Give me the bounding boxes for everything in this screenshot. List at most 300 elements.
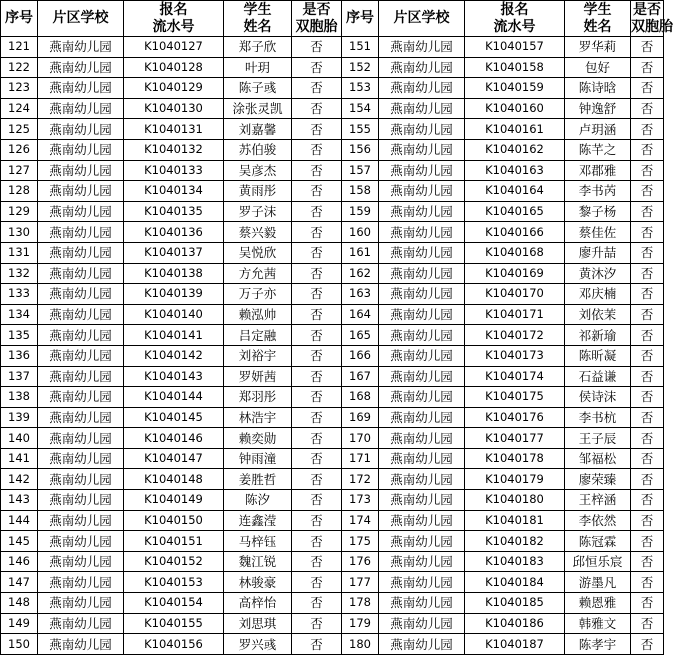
serial-cell: 160 bbox=[342, 222, 379, 243]
student-name-cell: 黄沐汐 bbox=[565, 263, 631, 284]
twin-cell: 否 bbox=[292, 78, 342, 99]
twin-cell: 否 bbox=[292, 160, 342, 181]
table-row bbox=[1, 304, 664, 325]
serial-cell: 149 bbox=[1, 613, 38, 634]
student-name-cell: 吴彦杰 bbox=[224, 160, 292, 181]
serial-cell: 163 bbox=[342, 284, 379, 305]
reg-no-cell: K1040161 bbox=[465, 119, 565, 140]
header-reg-no: 报名 流水号 bbox=[124, 1, 224, 37]
twin-cell: 否 bbox=[292, 490, 342, 511]
student-name-cell: 王梓涵 bbox=[565, 490, 631, 511]
table-row bbox=[1, 407, 664, 428]
school-cell: 燕南幼儿园 bbox=[379, 366, 465, 387]
school-cell: 燕南幼儿园 bbox=[379, 531, 465, 552]
serial-cell: 169 bbox=[342, 407, 379, 428]
student-name-cell: 黄雨彤 bbox=[224, 181, 292, 202]
twin-cell: 否 bbox=[631, 201, 664, 222]
reg-no-cell: K1040127 bbox=[124, 37, 224, 58]
serial-cell: 180 bbox=[342, 634, 379, 655]
reg-no-cell: K1040166 bbox=[465, 222, 565, 243]
table-row bbox=[1, 284, 664, 305]
student-name-cell: 连鑫滢 bbox=[224, 510, 292, 531]
twin-cell: 否 bbox=[292, 139, 342, 160]
twin-cell: 否 bbox=[631, 593, 664, 614]
serial-cell: 131 bbox=[1, 242, 38, 263]
reg-no-cell: K1040179 bbox=[465, 469, 565, 490]
twin-cell: 否 bbox=[292, 551, 342, 572]
student-name-cell: 叶玥 bbox=[224, 57, 292, 78]
reg-no-cell: K1040150 bbox=[124, 510, 224, 531]
table-row bbox=[1, 37, 664, 58]
table-row bbox=[1, 98, 664, 119]
school-cell: 燕南幼儿园 bbox=[38, 201, 124, 222]
school-cell: 燕南幼儿园 bbox=[379, 201, 465, 222]
student-name-cell: 方允茜 bbox=[224, 263, 292, 284]
reg-no-cell: K1040132 bbox=[124, 139, 224, 160]
serial-cell: 170 bbox=[342, 428, 379, 449]
serial-cell: 157 bbox=[342, 160, 379, 181]
serial-cell: 129 bbox=[1, 201, 38, 222]
school-cell: 燕南幼儿园 bbox=[379, 181, 465, 202]
twin-cell: 否 bbox=[292, 304, 342, 325]
twin-cell: 否 bbox=[631, 490, 664, 511]
serial-cell: 158 bbox=[342, 181, 379, 202]
twin-cell: 否 bbox=[631, 469, 664, 490]
reg-no-cell: K1040152 bbox=[124, 551, 224, 572]
table-body bbox=[1, 37, 664, 655]
twin-cell: 否 bbox=[292, 345, 342, 366]
table-row bbox=[1, 181, 664, 202]
table-row bbox=[1, 510, 664, 531]
serial-cell: 148 bbox=[1, 593, 38, 614]
school-cell: 燕南幼儿园 bbox=[379, 263, 465, 284]
serial-cell: 135 bbox=[1, 325, 38, 346]
header-student-name: 学生 姓名 bbox=[565, 1, 631, 37]
serial-cell: 142 bbox=[1, 469, 38, 490]
table-row bbox=[1, 490, 664, 511]
reg-no-cell: K1040153 bbox=[124, 572, 224, 593]
school-cell: 燕南幼儿园 bbox=[38, 181, 124, 202]
table-row bbox=[1, 325, 664, 346]
serial-cell: 144 bbox=[1, 510, 38, 531]
reg-no-cell: K1040180 bbox=[465, 490, 565, 511]
twin-cell: 否 bbox=[292, 634, 342, 655]
school-cell: 燕南幼儿园 bbox=[38, 263, 124, 284]
student-name-cell: 吕定融 bbox=[224, 325, 292, 346]
student-name-cell: 廖荣臻 bbox=[565, 469, 631, 490]
student-name-cell: 石益谦 bbox=[565, 366, 631, 387]
twin-cell: 否 bbox=[292, 37, 342, 58]
reg-no-cell: K1040147 bbox=[124, 448, 224, 469]
student-name-cell: 李书芮 bbox=[565, 181, 631, 202]
student-name-cell: 王子辰 bbox=[565, 428, 631, 449]
table-row bbox=[1, 387, 664, 408]
student-name-cell: 卢玥涵 bbox=[565, 119, 631, 140]
table-row bbox=[1, 263, 664, 284]
serial-cell: 155 bbox=[342, 119, 379, 140]
serial-cell: 175 bbox=[342, 531, 379, 552]
twin-cell: 否 bbox=[292, 572, 342, 593]
twin-cell: 否 bbox=[631, 366, 664, 387]
twin-cell: 否 bbox=[631, 242, 664, 263]
reg-no-cell: K1040128 bbox=[124, 57, 224, 78]
school-cell: 燕南幼儿园 bbox=[38, 242, 124, 263]
twin-cell: 否 bbox=[292, 242, 342, 263]
student-name-cell: 罗妍茜 bbox=[224, 366, 292, 387]
student-name-cell: 赖泓帅 bbox=[224, 304, 292, 325]
reg-no-cell: K1040156 bbox=[124, 634, 224, 655]
twin-cell: 否 bbox=[631, 387, 664, 408]
table-row bbox=[1, 119, 664, 140]
student-name-cell: 蔡佳佐 bbox=[565, 222, 631, 243]
twin-cell: 否 bbox=[292, 428, 342, 449]
twin-cell: 否 bbox=[631, 448, 664, 469]
serial-cell: 179 bbox=[342, 613, 379, 634]
reg-no-cell: K1040145 bbox=[124, 407, 224, 428]
student-name-cell: 刘依茉 bbox=[565, 304, 631, 325]
twin-cell: 否 bbox=[631, 139, 664, 160]
school-cell: 燕南幼儿园 bbox=[379, 242, 465, 263]
twin-cell: 否 bbox=[292, 448, 342, 469]
student-name-cell: 赖奕勋 bbox=[224, 428, 292, 449]
serial-cell: 136 bbox=[1, 345, 38, 366]
twin-cell: 否 bbox=[631, 613, 664, 634]
serial-cell: 171 bbox=[342, 448, 379, 469]
reg-no-cell: K1040144 bbox=[124, 387, 224, 408]
school-cell: 燕南幼儿园 bbox=[379, 304, 465, 325]
serial-cell: 126 bbox=[1, 139, 38, 160]
table-row bbox=[1, 57, 664, 78]
reg-no-cell: K1040135 bbox=[124, 201, 224, 222]
twin-cell: 否 bbox=[292, 98, 342, 119]
serial-cell: 165 bbox=[342, 325, 379, 346]
school-cell: 燕南幼儿园 bbox=[38, 428, 124, 449]
twin-cell: 否 bbox=[631, 428, 664, 449]
reg-no-cell: K1040129 bbox=[124, 78, 224, 99]
table-row bbox=[1, 242, 664, 263]
school-cell: 燕南幼儿园 bbox=[38, 387, 124, 408]
twin-cell: 否 bbox=[292, 263, 342, 284]
table-row bbox=[1, 613, 664, 634]
student-name-cell: 万子亦 bbox=[224, 284, 292, 305]
serial-cell: 176 bbox=[342, 551, 379, 572]
student-name-cell: 马梓钰 bbox=[224, 531, 292, 552]
table-row bbox=[1, 201, 664, 222]
serial-cell: 140 bbox=[1, 428, 38, 449]
school-cell: 燕南幼儿园 bbox=[38, 366, 124, 387]
reg-no-cell: K1040172 bbox=[465, 325, 565, 346]
student-name-cell: 陈昕凝 bbox=[565, 345, 631, 366]
serial-cell: 121 bbox=[1, 37, 38, 58]
reg-no-cell: K1040159 bbox=[465, 78, 565, 99]
student-name-cell: 李依然 bbox=[565, 510, 631, 531]
serial-cell: 166 bbox=[342, 345, 379, 366]
school-cell: 燕南幼儿园 bbox=[379, 387, 465, 408]
school-cell: 燕南幼儿园 bbox=[379, 407, 465, 428]
reg-no-cell: K1040146 bbox=[124, 428, 224, 449]
header-student-name: 学生 姓名 bbox=[224, 1, 292, 37]
student-name-cell: 钟雨潼 bbox=[224, 448, 292, 469]
reg-no-cell: K1040168 bbox=[465, 242, 565, 263]
school-cell: 燕南幼儿园 bbox=[38, 139, 124, 160]
student-name-cell: 邓郡雅 bbox=[565, 160, 631, 181]
serial-cell: 177 bbox=[342, 572, 379, 593]
school-cell: 燕南幼儿园 bbox=[379, 139, 465, 160]
reg-no-cell: K1040173 bbox=[465, 345, 565, 366]
twin-cell: 否 bbox=[292, 407, 342, 428]
twin-cell: 否 bbox=[292, 366, 342, 387]
table-row bbox=[1, 551, 664, 572]
reg-no-cell: K1040137 bbox=[124, 242, 224, 263]
school-cell: 燕南幼儿园 bbox=[379, 428, 465, 449]
twin-cell: 否 bbox=[631, 325, 664, 346]
student-name-cell: 赖恩雅 bbox=[565, 593, 631, 614]
school-cell: 燕南幼儿园 bbox=[38, 407, 124, 428]
serial-cell: 150 bbox=[1, 634, 38, 655]
student-name-cell: 蔡兴毅 bbox=[224, 222, 292, 243]
student-name-cell: 郑羽彤 bbox=[224, 387, 292, 408]
reg-no-cell: K1040160 bbox=[465, 98, 565, 119]
school-cell: 燕南幼儿园 bbox=[38, 284, 124, 305]
school-cell: 燕南幼儿园 bbox=[38, 119, 124, 140]
serial-cell: 130 bbox=[1, 222, 38, 243]
school-cell: 燕南幼儿园 bbox=[379, 510, 465, 531]
serial-cell: 161 bbox=[342, 242, 379, 263]
serial-cell: 145 bbox=[1, 531, 38, 552]
school-cell: 燕南幼儿园 bbox=[379, 325, 465, 346]
reg-no-cell: K1040134 bbox=[124, 181, 224, 202]
serial-cell: 174 bbox=[342, 510, 379, 531]
student-name-cell: 林浩宇 bbox=[224, 407, 292, 428]
school-cell: 燕南幼儿园 bbox=[38, 572, 124, 593]
school-cell: 燕南幼儿园 bbox=[38, 304, 124, 325]
twin-cell: 否 bbox=[631, 160, 664, 181]
reg-no-cell: K1040139 bbox=[124, 284, 224, 305]
school-cell: 燕南幼儿园 bbox=[379, 613, 465, 634]
reg-no-cell: K1040182 bbox=[465, 531, 565, 552]
student-name-cell: 陈芊之 bbox=[565, 139, 631, 160]
reg-no-cell: K1040154 bbox=[124, 593, 224, 614]
serial-cell: 123 bbox=[1, 78, 38, 99]
reg-no-cell: K1040187 bbox=[465, 634, 565, 655]
serial-cell: 151 bbox=[342, 37, 379, 58]
reg-no-cell: K1040186 bbox=[465, 613, 565, 634]
school-cell: 燕南幼儿园 bbox=[38, 613, 124, 634]
reg-no-cell: K1040155 bbox=[124, 613, 224, 634]
twin-cell: 否 bbox=[631, 119, 664, 140]
student-name-cell: 姜胜哲 bbox=[224, 469, 292, 490]
reg-no-cell: K1040130 bbox=[124, 98, 224, 119]
reg-no-cell: K1040165 bbox=[465, 201, 565, 222]
student-name-cell: 韩雅文 bbox=[565, 613, 631, 634]
school-cell: 燕南幼儿园 bbox=[379, 284, 465, 305]
student-name-cell: 郑子欣 bbox=[224, 37, 292, 58]
student-name-cell: 侯诗沫 bbox=[565, 387, 631, 408]
reg-no-cell: K1040162 bbox=[465, 139, 565, 160]
student-name-cell: 刘嘉馨 bbox=[224, 119, 292, 140]
school-cell: 燕南幼儿园 bbox=[38, 222, 124, 243]
student-name-cell: 涂张灵凯 bbox=[224, 98, 292, 119]
table-row bbox=[1, 469, 664, 490]
serial-cell: 134 bbox=[1, 304, 38, 325]
reg-no-cell: K1040148 bbox=[124, 469, 224, 490]
serial-cell: 153 bbox=[342, 78, 379, 99]
student-name-cell: 陈诗晗 bbox=[565, 78, 631, 99]
student-name-cell: 魏江锐 bbox=[224, 551, 292, 572]
student-name-cell: 邱恒乐宸 bbox=[565, 551, 631, 572]
serial-cell: 168 bbox=[342, 387, 379, 408]
school-cell: 燕南幼儿园 bbox=[38, 37, 124, 58]
student-name-cell: 邓庆楠 bbox=[565, 284, 631, 305]
table-row bbox=[1, 160, 664, 181]
reg-no-cell: K1040177 bbox=[465, 428, 565, 449]
school-cell: 燕南幼儿园 bbox=[379, 551, 465, 572]
reg-no-cell: K1040133 bbox=[124, 160, 224, 181]
school-cell: 燕南幼儿园 bbox=[38, 469, 124, 490]
twin-cell: 否 bbox=[292, 119, 342, 140]
reg-no-cell: K1040140 bbox=[124, 304, 224, 325]
twin-cell: 否 bbox=[292, 57, 342, 78]
school-cell: 燕南幼儿园 bbox=[38, 510, 124, 531]
twin-cell: 否 bbox=[292, 531, 342, 552]
serial-cell: 137 bbox=[1, 366, 38, 387]
twin-cell: 否 bbox=[292, 325, 342, 346]
twin-cell: 否 bbox=[631, 263, 664, 284]
student-name-cell: 陈子彧 bbox=[224, 78, 292, 99]
school-cell: 燕南幼儿园 bbox=[379, 119, 465, 140]
twin-cell: 否 bbox=[631, 634, 664, 655]
student-name-cell: 包好 bbox=[565, 57, 631, 78]
student-name-cell: 罗子沫 bbox=[224, 201, 292, 222]
student-name-cell: 刘思琪 bbox=[224, 613, 292, 634]
table-row bbox=[1, 222, 664, 243]
serial-cell: 141 bbox=[1, 448, 38, 469]
school-cell: 燕南幼儿园 bbox=[379, 593, 465, 614]
school-cell: 燕南幼儿园 bbox=[379, 448, 465, 469]
school-cell: 燕南幼儿园 bbox=[38, 325, 124, 346]
twin-cell: 否 bbox=[631, 57, 664, 78]
school-cell: 燕南幼儿园 bbox=[38, 57, 124, 78]
serial-cell: 167 bbox=[342, 366, 379, 387]
serial-cell: 154 bbox=[342, 98, 379, 119]
twin-cell: 否 bbox=[292, 593, 342, 614]
serial-cell: 146 bbox=[1, 551, 38, 572]
serial-cell: 128 bbox=[1, 181, 38, 202]
student-name-cell: 苏伯骏 bbox=[224, 139, 292, 160]
table-row bbox=[1, 139, 664, 160]
school-cell: 燕南幼儿园 bbox=[379, 490, 465, 511]
school-cell: 燕南幼儿园 bbox=[38, 531, 124, 552]
twin-cell: 否 bbox=[631, 222, 664, 243]
reg-no-cell: K1040185 bbox=[465, 593, 565, 614]
student-name-cell: 陈冠霖 bbox=[565, 531, 631, 552]
header-twin: 是否 双胞胎 bbox=[292, 1, 342, 37]
table-row bbox=[1, 593, 664, 614]
twin-cell: 否 bbox=[292, 469, 342, 490]
table-row bbox=[1, 448, 664, 469]
school-cell: 燕南幼儿园 bbox=[379, 572, 465, 593]
school-cell: 燕南幼儿园 bbox=[38, 551, 124, 572]
serial-cell: 178 bbox=[342, 593, 379, 614]
serial-cell: 122 bbox=[1, 57, 38, 78]
school-cell: 燕南幼儿园 bbox=[38, 490, 124, 511]
twin-cell: 否 bbox=[292, 510, 342, 531]
reg-no-cell: K1040141 bbox=[124, 325, 224, 346]
serial-cell: 173 bbox=[342, 490, 379, 511]
table-row bbox=[1, 366, 664, 387]
school-cell: 燕南幼儿园 bbox=[379, 78, 465, 99]
school-cell: 燕南幼儿园 bbox=[38, 160, 124, 181]
reg-no-cell: K1040175 bbox=[465, 387, 565, 408]
table-row bbox=[1, 572, 664, 593]
serial-cell: 138 bbox=[1, 387, 38, 408]
school-cell: 燕南幼儿园 bbox=[379, 57, 465, 78]
twin-cell: 否 bbox=[631, 345, 664, 366]
student-name-cell: 罗华莉 bbox=[565, 37, 631, 58]
reg-no-cell: K1040164 bbox=[465, 181, 565, 202]
reg-no-cell: K1040181 bbox=[465, 510, 565, 531]
reg-no-cell: K1040171 bbox=[465, 304, 565, 325]
twin-cell: 否 bbox=[631, 572, 664, 593]
twin-cell: 否 bbox=[631, 78, 664, 99]
reg-no-cell: K1040183 bbox=[465, 551, 565, 572]
reg-no-cell: K1040157 bbox=[465, 37, 565, 58]
student-name-cell: 邹福松 bbox=[565, 448, 631, 469]
twin-cell: 否 bbox=[292, 613, 342, 634]
serial-cell: 132 bbox=[1, 263, 38, 284]
twin-cell: 否 bbox=[292, 222, 342, 243]
school-cell: 燕南幼儿园 bbox=[38, 634, 124, 655]
student-name-cell: 高梓怡 bbox=[224, 593, 292, 614]
student-name-cell: 廖升喆 bbox=[565, 242, 631, 263]
serial-cell: 152 bbox=[342, 57, 379, 78]
school-cell: 燕南幼儿园 bbox=[379, 469, 465, 490]
table-row bbox=[1, 428, 664, 449]
reg-no-cell: K1040149 bbox=[124, 490, 224, 511]
serial-cell: 159 bbox=[342, 201, 379, 222]
twin-cell: 否 bbox=[292, 387, 342, 408]
table-row bbox=[1, 531, 664, 552]
table-row bbox=[1, 634, 664, 655]
header-row bbox=[1, 1, 664, 37]
twin-cell: 否 bbox=[631, 98, 664, 119]
twin-cell: 否 bbox=[631, 407, 664, 428]
serial-cell: 133 bbox=[1, 284, 38, 305]
serial-cell: 139 bbox=[1, 407, 38, 428]
school-cell: 燕南幼儿园 bbox=[379, 160, 465, 181]
twin-cell: 否 bbox=[292, 181, 342, 202]
twin-cell: 否 bbox=[631, 551, 664, 572]
reg-no-cell: K1040178 bbox=[465, 448, 565, 469]
reg-no-cell: K1040163 bbox=[465, 160, 565, 181]
school-cell: 燕南幼儿园 bbox=[379, 98, 465, 119]
twin-cell: 否 bbox=[631, 510, 664, 531]
school-cell: 燕南幼儿园 bbox=[38, 345, 124, 366]
reg-no-cell: K1040169 bbox=[465, 263, 565, 284]
student-name-cell: 陈汐 bbox=[224, 490, 292, 511]
reg-no-cell: K1040170 bbox=[465, 284, 565, 305]
serial-cell: 162 bbox=[342, 263, 379, 284]
reg-no-cell: K1040176 bbox=[465, 407, 565, 428]
school-cell: 燕南幼儿园 bbox=[379, 634, 465, 655]
serial-cell: 143 bbox=[1, 490, 38, 511]
reg-no-cell: K1040143 bbox=[124, 366, 224, 387]
student-name-cell: 吴悦欣 bbox=[224, 242, 292, 263]
reg-no-cell: K1040136 bbox=[124, 222, 224, 243]
school-cell: 燕南幼儿园 bbox=[38, 593, 124, 614]
school-cell: 燕南幼儿园 bbox=[379, 37, 465, 58]
serial-cell: 147 bbox=[1, 572, 38, 593]
